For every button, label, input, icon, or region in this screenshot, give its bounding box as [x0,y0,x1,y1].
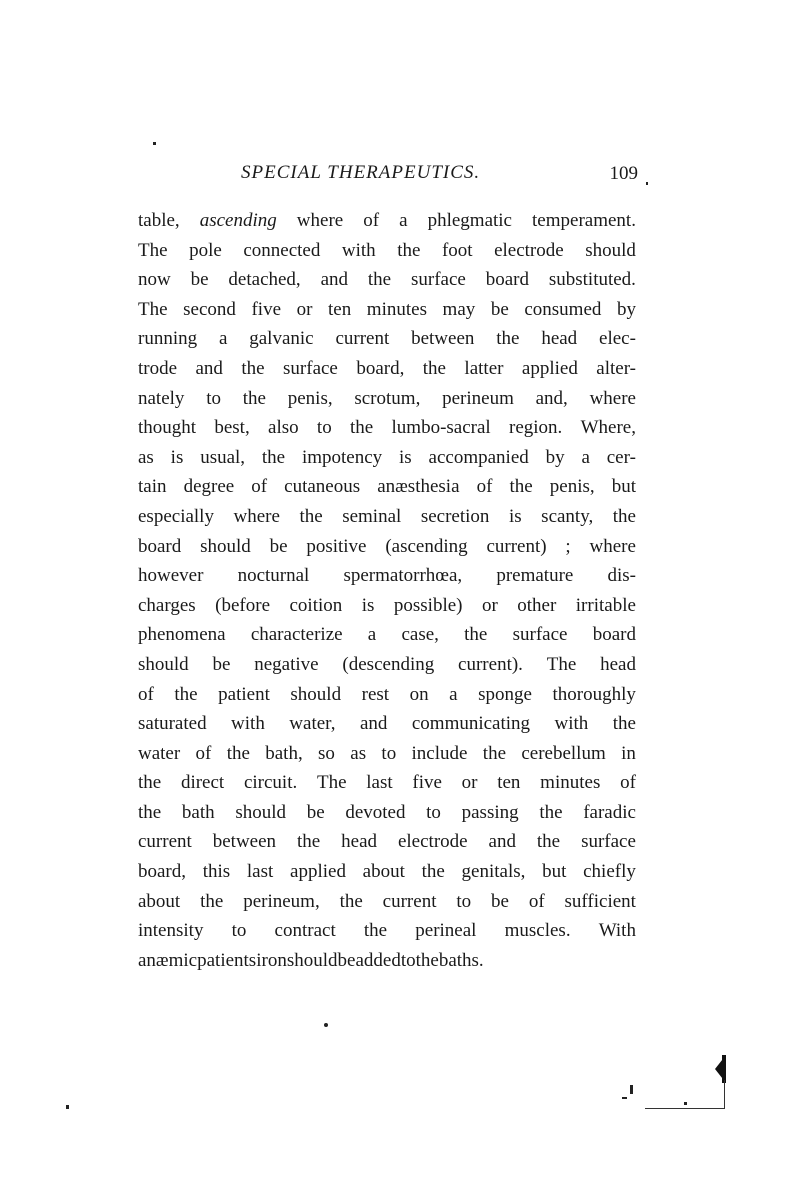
word: should [286,949,338,971]
text-line [138,502,636,532]
word: of [528,890,545,912]
running-title: SPECIAL THERAPEUTICS. [241,162,481,183]
word: of [251,476,268,498]
word: positive [306,535,367,557]
word: board [138,535,182,557]
word: be [212,653,231,675]
word: and, [535,387,568,409]
word: of [620,772,636,794]
word: the [536,831,561,853]
word: of [476,476,493,498]
word: where [233,505,280,527]
word: best, [214,417,250,439]
word: accompanied [428,446,529,468]
word: ten [328,298,352,320]
word: this [202,861,231,883]
text-line [138,620,636,650]
word: between [411,328,475,350]
word: The [316,772,347,794]
word: with [341,239,376,261]
word: current). [458,653,523,675]
word: the [297,831,321,853]
word: be [306,801,325,823]
text-line [138,324,636,354]
text-line [138,798,636,828]
scan-speck [622,1097,627,1099]
word: should [235,801,286,823]
word: the [482,742,507,764]
word: or [461,772,478,794]
word: the [612,505,636,527]
scan-crop-line [724,1080,725,1109]
word: or [296,298,313,320]
word: board, [138,861,187,883]
word: the [241,357,265,379]
word: to [426,801,441,823]
word: pole [189,239,222,261]
word: current) [486,535,547,557]
word: the [363,920,388,942]
word: running [138,328,198,350]
word: now [138,269,171,291]
word: last [246,861,274,883]
word: substituted. [548,269,636,291]
word: The [138,239,168,261]
running-head [138,162,638,192]
word: trode [138,357,178,379]
text-line [138,680,636,710]
word: of [138,683,154,705]
word: cer- [606,446,636,468]
word: scrotum, [354,387,421,409]
word: to [456,890,472,912]
word: the [261,446,286,468]
word: saturated [138,713,207,735]
word: bath, [265,742,303,764]
scan-speck [630,1085,633,1094]
word: ten [497,772,521,794]
scan-speck [66,1105,69,1109]
word: secretion [420,505,490,527]
word: board, [356,357,405,379]
word: patient [218,683,270,705]
word: current [335,328,390,350]
word: the [174,683,198,705]
word: where [589,387,636,409]
word: premature [496,565,574,587]
text-line [138,206,636,236]
word: connected [243,239,321,261]
scan-speck [646,182,648,185]
word: the [350,417,374,439]
text-line [138,739,636,769]
word: impotency [301,446,383,468]
word: possible) [393,594,463,616]
text-line [138,946,636,976]
word: circuit. [243,772,298,794]
word: sponge [478,683,532,705]
word: five [251,298,282,320]
word: seminal [342,505,402,527]
word: applied [290,861,346,883]
word: thoroughly [552,683,636,705]
word: should [138,653,189,675]
word: intensity [138,920,204,942]
word: the [539,801,563,823]
word: cerebellum [521,742,606,764]
word: phenomena [138,624,226,646]
word: include [411,742,468,764]
scan-speck [684,1102,687,1105]
word: surface [410,269,466,291]
word: the [339,890,363,912]
word: with [231,713,265,735]
word: anæmic [138,949,198,971]
word: where [296,210,344,231]
word: case, [401,624,439,646]
word: a [218,328,228,350]
word: to [400,949,416,971]
word: to [316,417,332,439]
word: perineum [442,387,514,409]
word: thought [138,417,197,439]
word: the [299,505,323,527]
text-line [138,561,636,591]
word: as [350,742,367,764]
word: (descending [342,653,435,675]
word: by [545,446,565,468]
word: lumbo-sacral [391,417,491,439]
word: alter- [596,357,636,379]
word: about [138,890,181,912]
word: perineal [415,920,477,942]
word: passing [461,801,519,823]
body-text [138,206,636,975]
text-line [138,591,636,621]
word: foot [441,239,473,261]
word: characterize [250,624,343,646]
text-line [138,354,636,384]
word: should [200,535,251,557]
word: of [195,742,212,764]
word: electrode [494,239,564,261]
word: current [382,890,437,912]
word: perineum, [243,890,320,912]
word: the [367,269,392,291]
word: is [508,505,522,527]
word: phlegmatic [427,210,512,231]
word: baths. [438,949,484,971]
word: (ascending [385,535,468,557]
word: to [381,742,397,764]
word: bath [181,801,215,823]
word: penis, [549,476,595,498]
word: board [485,269,529,291]
text-line [138,827,636,857]
word: direct [180,772,225,794]
word: second [183,298,236,320]
text-line [138,650,636,680]
word: spermatorrhœa, [343,565,463,587]
text-line [138,443,636,473]
word: the [226,742,250,764]
word: and [195,357,223,379]
word: contract [274,920,336,942]
word: nately [138,387,185,409]
word: scanty, [541,505,594,527]
word: with [554,713,589,735]
word: board [592,624,636,646]
word: a [581,446,590,468]
word: current [138,831,192,853]
word: devoted [345,801,406,823]
word: head [541,328,578,350]
word: so [318,742,335,764]
word: be [269,535,288,557]
word: and [488,831,516,853]
word: the [138,772,162,794]
word: between [212,831,277,853]
word: on [409,683,429,705]
word: The [138,298,168,320]
word: With [598,920,636,942]
word: the [509,476,533,498]
word: coition [289,594,343,616]
word: especially [138,505,214,527]
text-line [138,532,636,562]
word: negative [254,653,319,675]
word: ascending [199,210,277,231]
word: table, [138,210,180,231]
word: surface [581,831,636,853]
word: dis- [607,565,636,587]
text-line [138,236,636,266]
word: consumed [524,298,602,320]
text-line [138,265,636,295]
word: galvanic [249,328,314,350]
word: the [422,357,446,379]
word: anæsthesia [377,476,460,498]
word: iron [256,949,287,971]
word: chiefly [583,861,636,883]
word: added [355,949,401,971]
word: the [464,624,488,646]
word: degree [183,476,235,498]
word: the [612,713,636,735]
word: and [359,713,388,735]
word: is [361,594,375,616]
word: a [449,683,458,705]
word: be [491,890,509,912]
scan-tab-bar [722,1055,726,1083]
word: usual, [200,446,246,468]
word: minutes [540,772,601,794]
word: muscles. [504,920,571,942]
word: ; [565,535,571,557]
word: also [268,417,299,439]
word: electrode [397,831,468,853]
word: surface [283,357,338,379]
word: five [412,772,442,794]
word: by [616,298,636,320]
text-line [138,887,636,917]
word: is [399,446,412,468]
word: temperament. [532,210,636,231]
word: head [341,831,378,853]
word: penis, [287,387,333,409]
word: genitals, [461,861,526,883]
word: should [585,239,636,261]
word: latter [464,357,504,379]
word: communicating [411,713,531,735]
word: to [231,920,247,942]
word: in [621,742,636,764]
word: (before [215,594,271,616]
word: a [399,210,408,231]
text-line [138,295,636,325]
page-number: 109 [609,163,638,184]
word: be [337,949,356,971]
word: elec- [599,328,636,350]
word: detached, [228,269,301,291]
word: last [366,772,393,794]
text-line [138,916,636,946]
word: surface [512,624,568,646]
word: water [138,742,181,764]
word: charges [138,594,196,616]
word: applied [521,357,578,379]
word: the [397,239,421,261]
word: other [517,594,557,616]
word: or [481,594,498,616]
word: rest [361,683,390,705]
scan-speck [324,1023,328,1027]
word: the [421,861,445,883]
word: water, [289,713,336,735]
word: be [190,269,209,291]
word: but [611,476,636,498]
text-line [138,709,636,739]
word: about [362,861,405,883]
word: a [367,624,377,646]
word: where [589,535,636,557]
word: is [170,446,184,468]
word: to [206,387,221,409]
word: the [242,387,266,409]
word: however [138,565,204,587]
word: as [138,446,154,468]
text-line [138,413,636,443]
word: and [320,269,348,291]
word: but [542,861,567,883]
word: nocturnal [237,565,310,587]
word: should [290,683,342,705]
text-line [138,384,636,414]
word: Where, [580,417,636,439]
word: irritable [575,594,636,616]
text-line [138,857,636,887]
word: head [600,653,636,675]
word: the [496,328,520,350]
word: the [138,801,162,823]
word: be [490,298,509,320]
word: the [415,949,439,971]
word: of [363,210,380,231]
scan-speck [153,142,156,145]
text-line [138,768,636,798]
word: The [546,653,577,675]
word: faradic [583,801,636,823]
word: the [200,890,224,912]
word: sufficient [564,890,636,912]
word: cutaneous [284,476,361,498]
text-line [138,472,636,502]
word: patients [197,949,257,971]
word: tain [138,476,167,498]
word: region. [509,417,563,439]
word: minutes [366,298,427,320]
word: may [442,298,476,320]
scan-crop-line [645,1108,725,1109]
